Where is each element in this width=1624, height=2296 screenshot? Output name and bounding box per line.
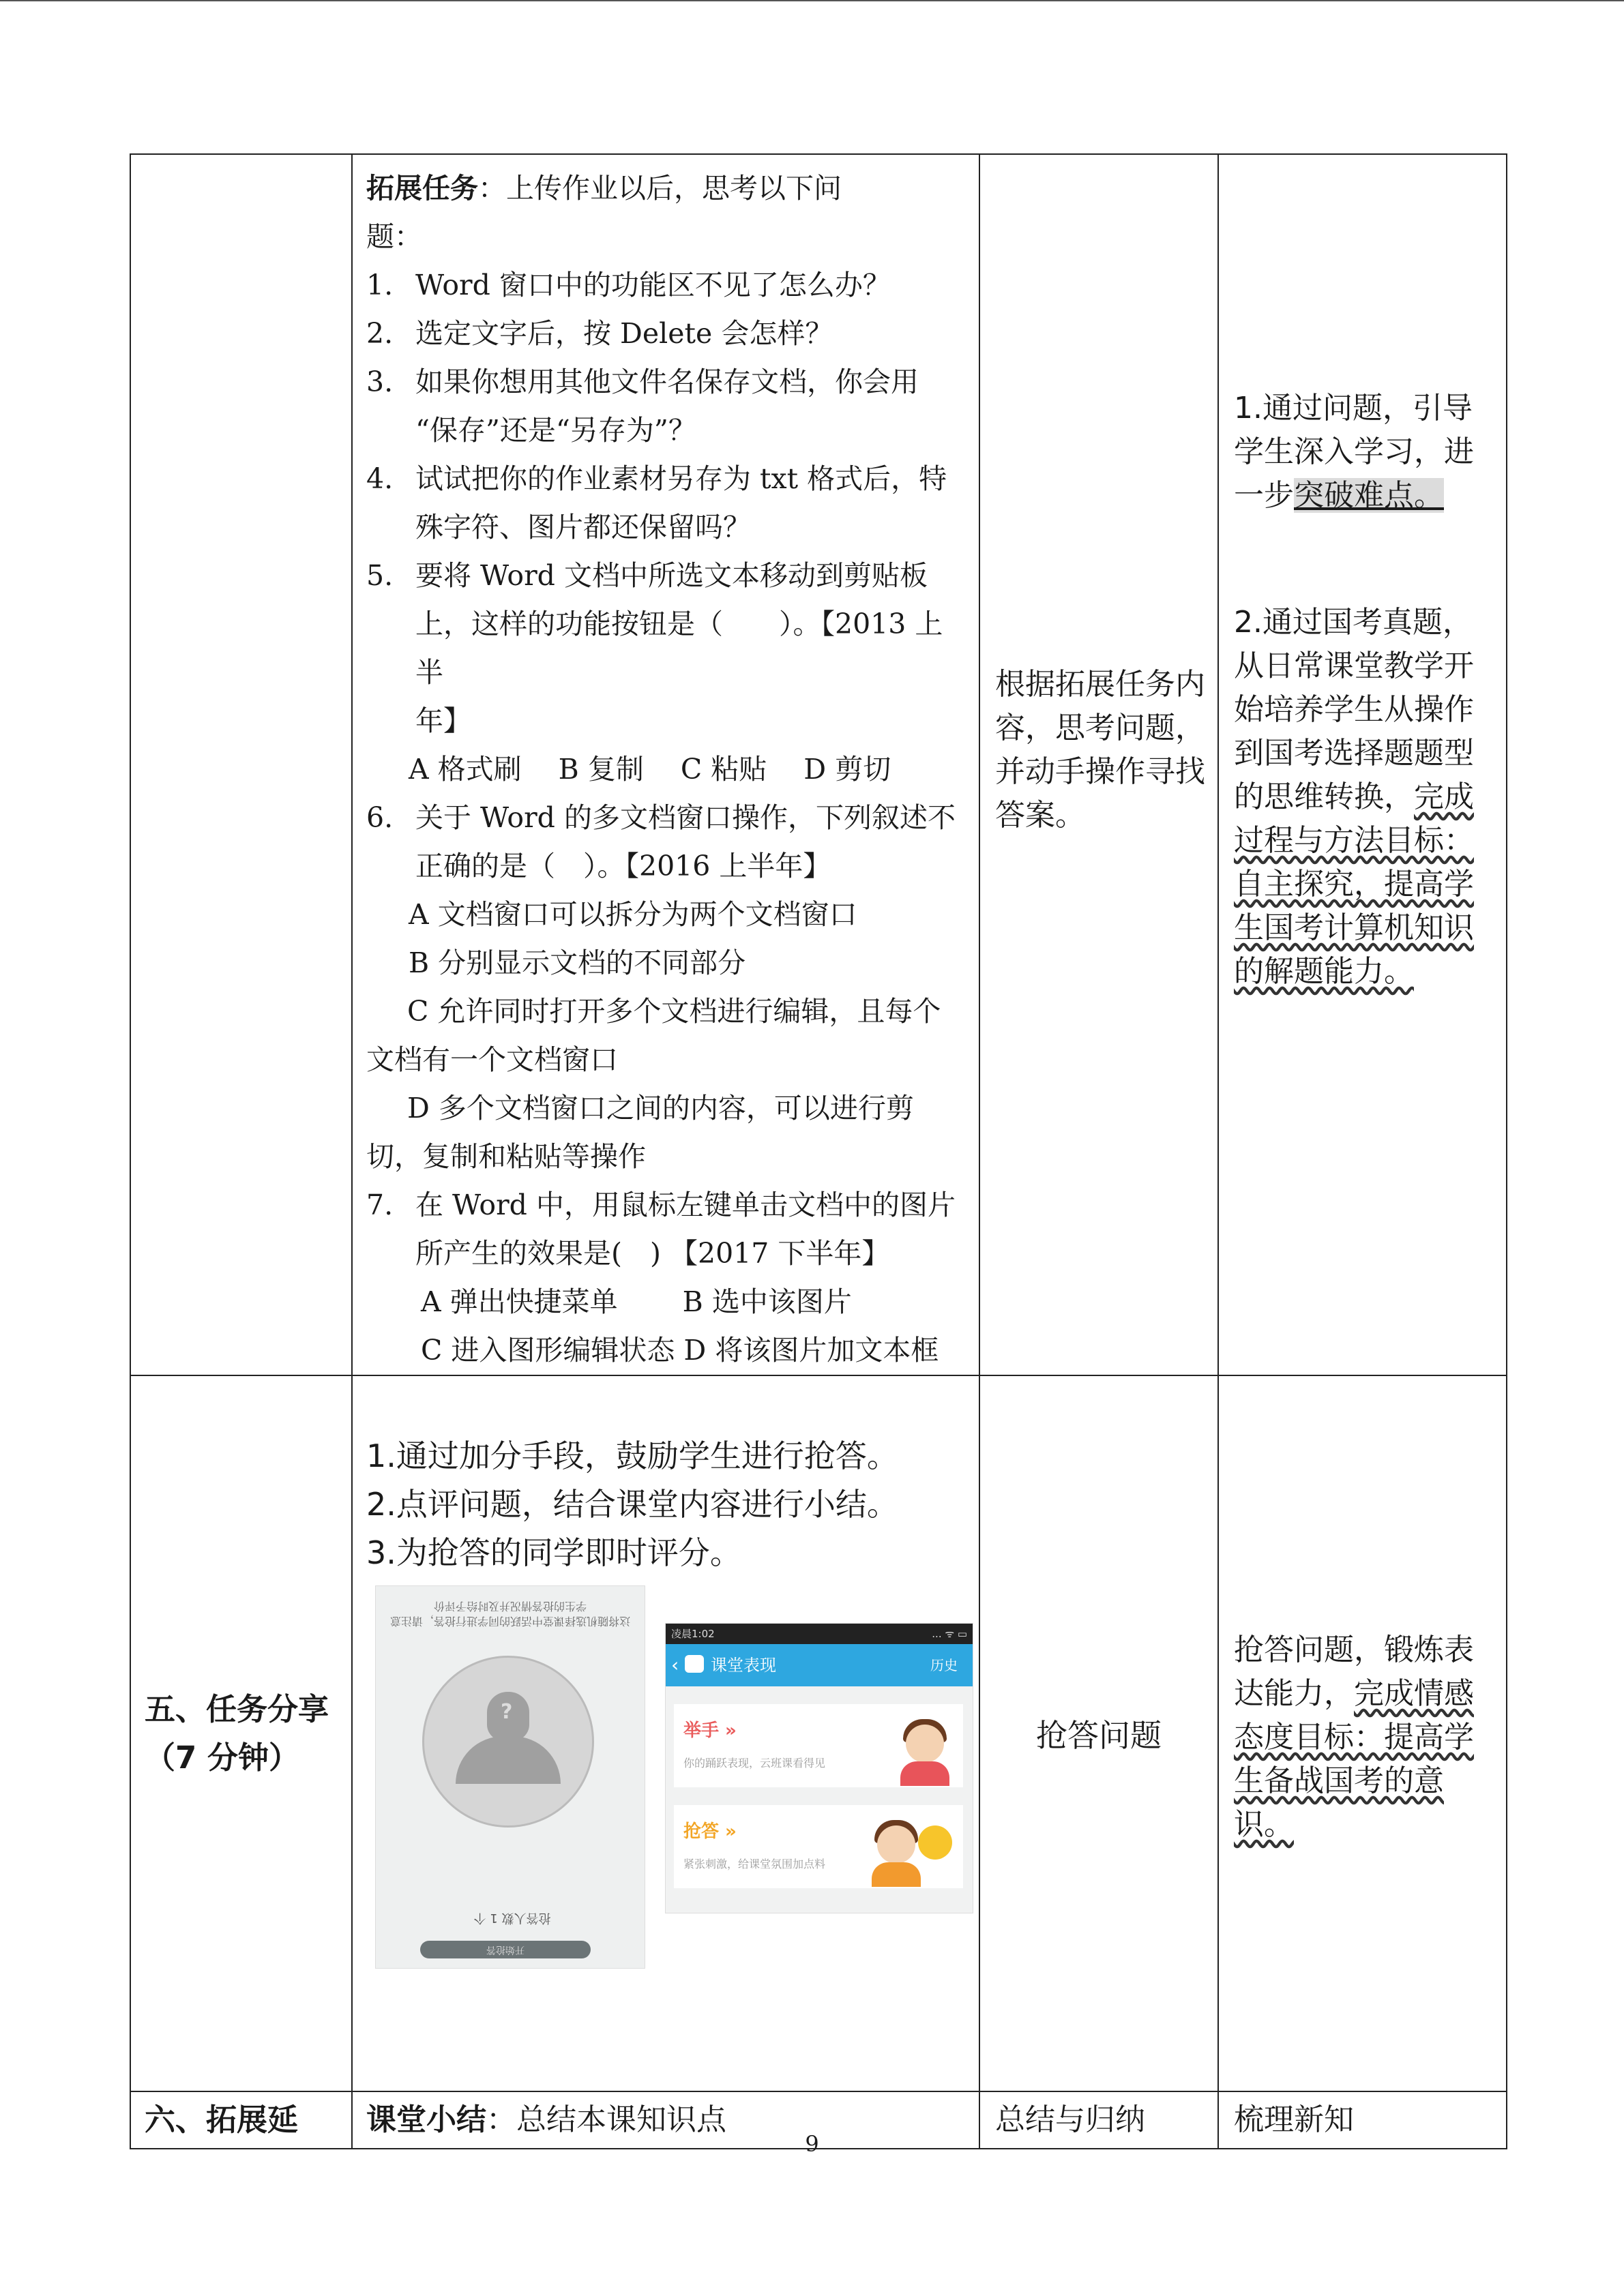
- question-2: [366, 310, 966, 358]
- question-4: [366, 455, 966, 503]
- question-7: [366, 1181, 966, 1229]
- status-bar: [666, 1624, 973, 1644]
- question-4-cont: 殊字符、图片都还保留吗？: [415, 511, 751, 543]
- question-number: 2.: [366, 317, 394, 350]
- stage-label: 六、拓展延: [145, 2102, 299, 2138]
- history-link: 历史: [930, 1657, 958, 1673]
- student-activity-text: 根据拓展任务内容，思考问题，并动手操作寻找答案。: [995, 667, 1205, 833]
- question-text: 如果你想用其他文件名保存文档，你会用: [415, 366, 919, 398]
- app-header: [666, 1644, 973, 1686]
- question-number: 6.: [366, 801, 394, 834]
- card-title: 抢答 »: [683, 1821, 737, 1842]
- question-6-option-a: A 文档窗口可以拆分为两个文档窗口: [409, 898, 857, 931]
- stage-label: 五、任务分享（7 分钟）: [145, 1691, 329, 1776]
- signal-icon: ... ᯤ ▭: [932, 1628, 967, 1640]
- question-5: [366, 552, 966, 600]
- student-activity-text: 抢答问题: [1036, 1717, 1162, 1754]
- summary-text: ：总结本课知识点: [486, 2102, 726, 2137]
- question-7-options-2: C 进入图形编辑状态 D 将该图片加文本框: [421, 1334, 939, 1367]
- start-answer-label: 开始抢答: [486, 1944, 525, 1955]
- girl-face-icon: [906, 1725, 944, 1763]
- page-number: 9: [805, 2131, 819, 2157]
- status-time: 凌晨1:02: [671, 1628, 715, 1640]
- avatar-placeholder-icon: [422, 1656, 594, 1828]
- question-1: [366, 261, 966, 310]
- design-intent-2-text: 2.通过国考真题，从日常课堂教学开始培养学生从操作到国考选择题题型的思维转换，: [1234, 605, 1474, 814]
- question-text: 选定文字后，按 Delete 会怎样？: [415, 317, 833, 350]
- question-6-option-c: C 允许同时打开多个文档进行编辑，且每个文档有一个文档窗口: [366, 995, 941, 1076]
- highlighted-text: 突破难点。: [1294, 478, 1444, 513]
- design-intent-text: 抢答问题，锻炼表达能力，: [1234, 1632, 1474, 1711]
- question-6-option-b: B 分别显示文档的不同部分: [409, 946, 746, 979]
- boy-face-icon: [877, 1825, 915, 1864]
- question-text: 关于 Word 的多文档窗口操作，下列叙述不: [415, 801, 956, 834]
- app-title: 课堂表现: [711, 1656, 776, 1675]
- task-intro: ：上传作业以后，思考以下问: [478, 172, 842, 205]
- boy-shirt-icon: [872, 1862, 921, 1887]
- stage-cell-empty: [130, 154, 352, 1375]
- answer-count-text: 抢答人数 1 个: [473, 1911, 551, 1925]
- question-number: 7.: [366, 1189, 394, 1221]
- wavy-underlined-text: 完成过程与方法目标：自主探究，提高学生国考计算机知识的解题能力。: [1234, 779, 1474, 989]
- question-text: 在 Word 中，用鼠标左键单击文档中的图片: [415, 1189, 956, 1221]
- task-head-label: 拓展任务: [366, 172, 478, 205]
- lightbulb-icon: [918, 1825, 952, 1860]
- question-mark-icon: ?: [501, 1700, 513, 1724]
- card-subtitle: 紧张刺激，给课堂氛围加点料: [683, 1858, 826, 1870]
- extension-task-cell: [352, 154, 979, 1375]
- table-row: [130, 154, 1507, 1375]
- student-activity-cell: [979, 154, 1218, 1375]
- question-7-cont: 所产生的效果是( ) 【2017 下半年】: [415, 1237, 890, 1270]
- design-intent-2: [1234, 518, 1495, 994]
- card-subtitle: 你的踊跃表现，云班课看得见: [683, 1757, 826, 1770]
- page-top-rule: [0, 0, 1624, 1]
- card-title: 举手 »: [683, 1720, 737, 1741]
- question-3: [366, 358, 966, 406]
- student-activity-text: 总结与归纳: [995, 2102, 1145, 2137]
- question-number: 1.: [366, 269, 394, 301]
- share-step-3: 3.为抢答的同学即时评分。: [366, 1534, 741, 1571]
- back-arrow-icon: ‹: [671, 1654, 679, 1676]
- task-intro-2: 题：: [366, 220, 422, 253]
- design-intent-text: 梳理新知: [1234, 2102, 1354, 2137]
- question-number: 5.: [366, 559, 394, 592]
- question-5-cont-2: 年】: [415, 704, 471, 737]
- question-number: 3.: [366, 366, 394, 398]
- question-7-options-1: A 弹出快捷菜单 B 选中该图片: [421, 1285, 852, 1318]
- phone-screenshot-class-performance: [665, 1623, 973, 1913]
- design-intent-1-text: 1.通过问题，引导学生深入学习，进一步: [1234, 391, 1474, 513]
- design-intent-cell: [1218, 1375, 1507, 2091]
- phone-screenshot-random-answer: [375, 1585, 645, 1969]
- phone-instruction-text: 这将随机选择课堂中活跃的同学进行抢答，请注意学生的抢答情况并及时给予评价: [390, 1600, 631, 1628]
- question-5-cont: 上，这样的功能按钮是（ ）。【2013 上半: [415, 608, 943, 689]
- question-5-options: A 格式刷 B 复制 C 粘贴 D 剪切: [409, 753, 891, 786]
- question-6-cont: 正确的是（ ）。【2016 上半年】: [415, 850, 831, 882]
- question-text: Word 窗口中的功能区不见了怎么办？: [415, 269, 891, 301]
- question-6: [366, 794, 966, 842]
- question-6-option-d: D 多个文档窗口之间的内容，可以进行剪切，复制和粘贴等操作: [366, 1092, 914, 1173]
- app-logo-icon: [685, 1655, 704, 1673]
- task-heading: [366, 164, 966, 213]
- summary-head: 课堂小结: [366, 2102, 486, 2137]
- avatar-body: [456, 1736, 561, 1784]
- start-answer-button: [420, 1941, 591, 1958]
- question-3-cont: “保存”还是“另存为”？: [415, 414, 696, 447]
- question-number: 4.: [366, 462, 394, 495]
- design-intent-cell: [1218, 154, 1507, 1375]
- question-text: 试试把你的作业素材另存为 txt 格式后，特: [415, 462, 947, 495]
- design-intent-1: [1234, 155, 1495, 518]
- raise-hand-card: [674, 1704, 963, 1787]
- quick-answer-card: [674, 1805, 963, 1888]
- wavy-underlined-text: 完成情感态度目标：提高学生备战国考的意识。: [1234, 1676, 1474, 1842]
- girl-shirt-icon: [900, 1761, 949, 1786]
- stage-cell: [130, 1375, 352, 2091]
- student-activity-cell: [979, 1375, 1218, 2091]
- question-text: 要将 Word 文档中所选文本移动到剪贴板: [415, 559, 928, 592]
- share-step-1: 1.通过加分手段，鼓励学生进行抢答。: [366, 1437, 898, 1474]
- share-step-2: 2.点评问题，结合课堂内容进行小结。: [366, 1486, 898, 1523]
